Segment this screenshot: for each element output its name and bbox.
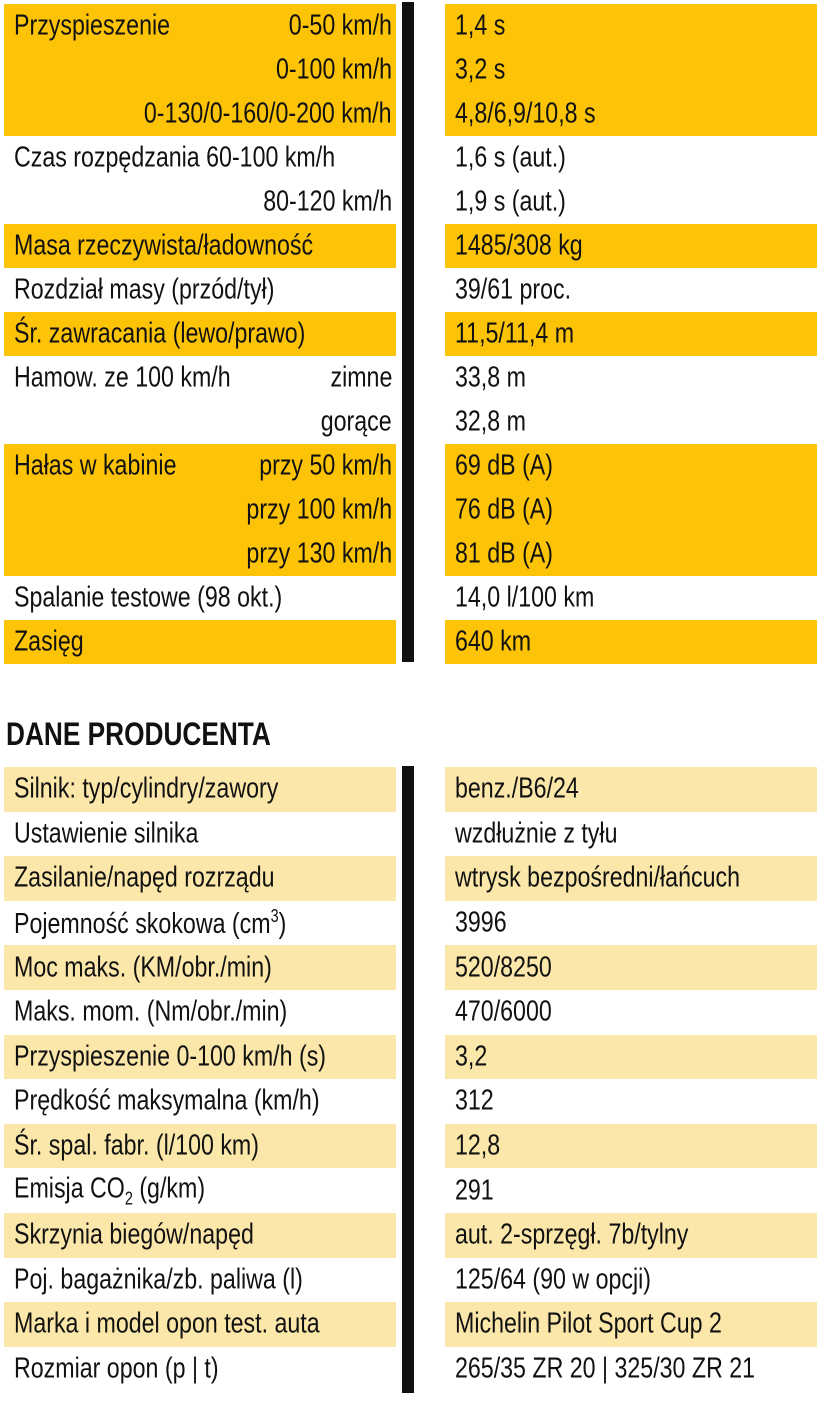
row-label-text: Marka i model opon test. auta xyxy=(14,1307,320,1340)
row-label-text: Maks. mom. (Nm/obr./min) xyxy=(14,995,288,1028)
row-value: 14,0 l/100 km xyxy=(455,581,595,614)
row-value: 76 dB (A) xyxy=(455,493,553,526)
value-cell xyxy=(445,1079,817,1124)
value-cell xyxy=(445,767,817,812)
row-label: Przyspieszenie xyxy=(14,9,171,42)
label-cell xyxy=(4,1347,396,1392)
row-label: Hałas w kabinie xyxy=(14,449,177,482)
label-cell xyxy=(4,856,396,901)
row-label: Rozdział masy (przód/tył) xyxy=(14,273,275,306)
row-sublabel: zimne xyxy=(330,361,392,394)
row-value: 81 dB (A) xyxy=(455,537,553,570)
value-cell xyxy=(445,620,817,664)
label-cell xyxy=(4,136,396,180)
row-label-text: Skrzynia biegów/napęd xyxy=(14,1218,254,1251)
row-label: Śr. zawracania (lewo/prawo) xyxy=(14,317,306,350)
label-cell xyxy=(4,1035,396,1080)
row-value: Michelin Pilot Sport Cup 2 xyxy=(455,1307,722,1340)
label-cell xyxy=(4,901,396,946)
row-sublabel: 80-120 km/h xyxy=(263,185,392,218)
value-cell xyxy=(445,576,817,620)
label-cell xyxy=(4,990,396,1035)
row-label xyxy=(14,1129,259,1162)
row-label-text: Rozmiar opon (p | t) xyxy=(14,1352,219,1385)
row-value: 1485/308 kg xyxy=(455,229,583,262)
row-sublabel: 0-130/0-160/0-200 km/h xyxy=(144,97,392,130)
row-label xyxy=(14,1352,219,1385)
value-cell xyxy=(445,1213,817,1258)
row-value: 470/6000 xyxy=(455,995,552,1028)
row-label-suffix: ) xyxy=(278,907,287,940)
label-cell xyxy=(4,400,396,444)
row-label xyxy=(14,772,279,805)
label-cell xyxy=(4,356,396,400)
row-label: Hamow. ze 100 km/h xyxy=(14,361,231,394)
row-sublabel: przy 130 km/h xyxy=(246,537,392,570)
row-value: 69 dB (A) xyxy=(455,449,553,482)
row-label xyxy=(14,861,275,894)
label-cell xyxy=(4,488,396,532)
row-value: 3,2 s xyxy=(455,53,506,86)
label-cell xyxy=(4,48,396,92)
value-cell xyxy=(445,136,817,180)
label-cell xyxy=(4,268,396,312)
value-cell xyxy=(445,1168,817,1213)
value-cell xyxy=(445,444,817,488)
label-cell xyxy=(4,92,396,136)
value-cell xyxy=(445,990,817,1035)
row-label-text: Poj. bagażnika/zb. paliwa (l) xyxy=(14,1263,303,1296)
row-value: 1,9 s (aut.) xyxy=(455,185,566,218)
row-label xyxy=(14,907,286,939)
row-value: 265/35 ZR 20 | 325/30 ZR 21 xyxy=(455,1352,756,1385)
row-value: wzdłużnie z tyłu xyxy=(455,817,618,850)
label-cell xyxy=(4,1213,396,1258)
label-cell xyxy=(4,1258,396,1303)
row-sublabel: 0-100 km/h xyxy=(275,53,392,86)
row-label-text: Prędkość maksymalna (km/h) xyxy=(14,1084,320,1117)
row-label xyxy=(14,953,272,982)
row-label: Masa rzeczywista/ładowność xyxy=(14,229,314,262)
column-separator xyxy=(402,2,414,662)
row-sublabel: przy 100 km/h xyxy=(246,493,392,526)
row-value: 312 xyxy=(455,1084,494,1117)
row-value: 520/8250 xyxy=(455,951,552,984)
row-value: 11,5/11,4 m xyxy=(455,317,575,350)
row-label-text: Śr. spal. fabr. (l/100 km) xyxy=(14,1129,259,1162)
label-cell xyxy=(4,1079,396,1124)
section-title: DANE PRODUCENTA xyxy=(6,716,271,752)
row-value: 1,4 s xyxy=(455,9,506,42)
row-label xyxy=(14,1307,320,1340)
row-label: Spalanie testowe (98 okt.) xyxy=(14,581,283,614)
value-cell xyxy=(445,180,817,224)
row-value: 39/61 proc. xyxy=(455,273,572,306)
value-cell xyxy=(445,532,817,576)
row-value: wtrysk bezpośredni/łańcuch xyxy=(455,861,740,894)
value-cell xyxy=(445,856,817,901)
label-cell xyxy=(4,1124,396,1169)
row-sublabel: przy 50 km/h xyxy=(259,449,392,482)
value-cell xyxy=(445,1124,817,1169)
superscript: 3 xyxy=(270,906,279,927)
row-label-text: Moc maks. (KM/obr./min) xyxy=(14,951,272,984)
value-cell xyxy=(445,4,817,48)
value-cell xyxy=(445,812,817,857)
label-cell xyxy=(4,945,396,990)
subscript: 2 xyxy=(124,1188,133,1209)
row-value: 291 xyxy=(455,1174,494,1207)
label-cell xyxy=(4,620,396,664)
value-cell xyxy=(445,1258,817,1303)
row-sublabel: gorące xyxy=(321,405,392,438)
value-cell xyxy=(445,400,817,444)
row-value: 33,8 m xyxy=(455,361,526,394)
row-value: 640 km xyxy=(455,625,532,658)
value-cell xyxy=(445,1347,817,1392)
row-value: 12,8 xyxy=(455,1129,501,1162)
row-sublabel: 0-50 km/h xyxy=(288,9,392,42)
row-value: 3,2 xyxy=(455,1040,488,1073)
row-value: benz./B6/24 xyxy=(455,772,579,805)
row-value: 32,8 m xyxy=(455,405,526,438)
row-label-suffix: (g/km) xyxy=(132,1172,206,1205)
row-value: 125/64 (90 w opcji) xyxy=(455,1263,652,1296)
label-cell xyxy=(4,312,396,356)
label-cell xyxy=(4,224,396,268)
value-cell xyxy=(445,224,817,268)
label-cell xyxy=(4,1168,396,1213)
row-label: Czas rozpędzania 60-100 km/h xyxy=(14,141,336,174)
value-cell xyxy=(445,356,817,400)
row-label xyxy=(14,995,288,1028)
value-cell xyxy=(445,48,817,92)
label-cell xyxy=(4,812,396,857)
label-cell xyxy=(4,180,396,224)
row-value: 4,8/6,9/10,8 s xyxy=(455,97,596,130)
row-value: 3996 xyxy=(455,906,507,939)
row-label-text: Silnik: typ/cylindry/zawory xyxy=(14,772,279,805)
value-cell xyxy=(445,901,817,946)
row-label xyxy=(14,1218,254,1251)
row-label-text: Emisja CO xyxy=(14,1172,125,1205)
row-label xyxy=(14,1174,205,1207)
row-value: 1,6 s (aut.) xyxy=(455,141,566,174)
row-label: Zasięg xyxy=(14,625,84,658)
column-separator xyxy=(402,766,414,1393)
label-cell xyxy=(4,767,396,812)
row-label xyxy=(14,1265,303,1294)
value-cell xyxy=(445,945,817,990)
row-label-text: Zasilanie/napęd rozrządu xyxy=(14,861,275,894)
value-cell xyxy=(445,92,817,136)
value-cell xyxy=(445,488,817,532)
value-cell xyxy=(445,268,817,312)
row-value: aut. 2-sprzęgł. 7b/tylny xyxy=(455,1218,689,1251)
label-cell xyxy=(4,1302,396,1347)
row-label-text: Ustawienie silnika xyxy=(14,817,199,850)
label-cell xyxy=(4,444,396,488)
value-cell xyxy=(445,1302,817,1347)
value-cell xyxy=(445,312,817,356)
label-cell xyxy=(4,4,396,48)
row-label xyxy=(14,819,198,848)
row-label xyxy=(14,1084,320,1117)
label-cell xyxy=(4,532,396,576)
row-label-text: Przyspieszenie 0-100 km/h (s) xyxy=(14,1040,327,1073)
row-label xyxy=(14,1042,326,1071)
row-label-text: Pojemność skokowa (cm xyxy=(14,907,271,940)
label-cell xyxy=(4,576,396,620)
value-cell xyxy=(445,1035,817,1080)
